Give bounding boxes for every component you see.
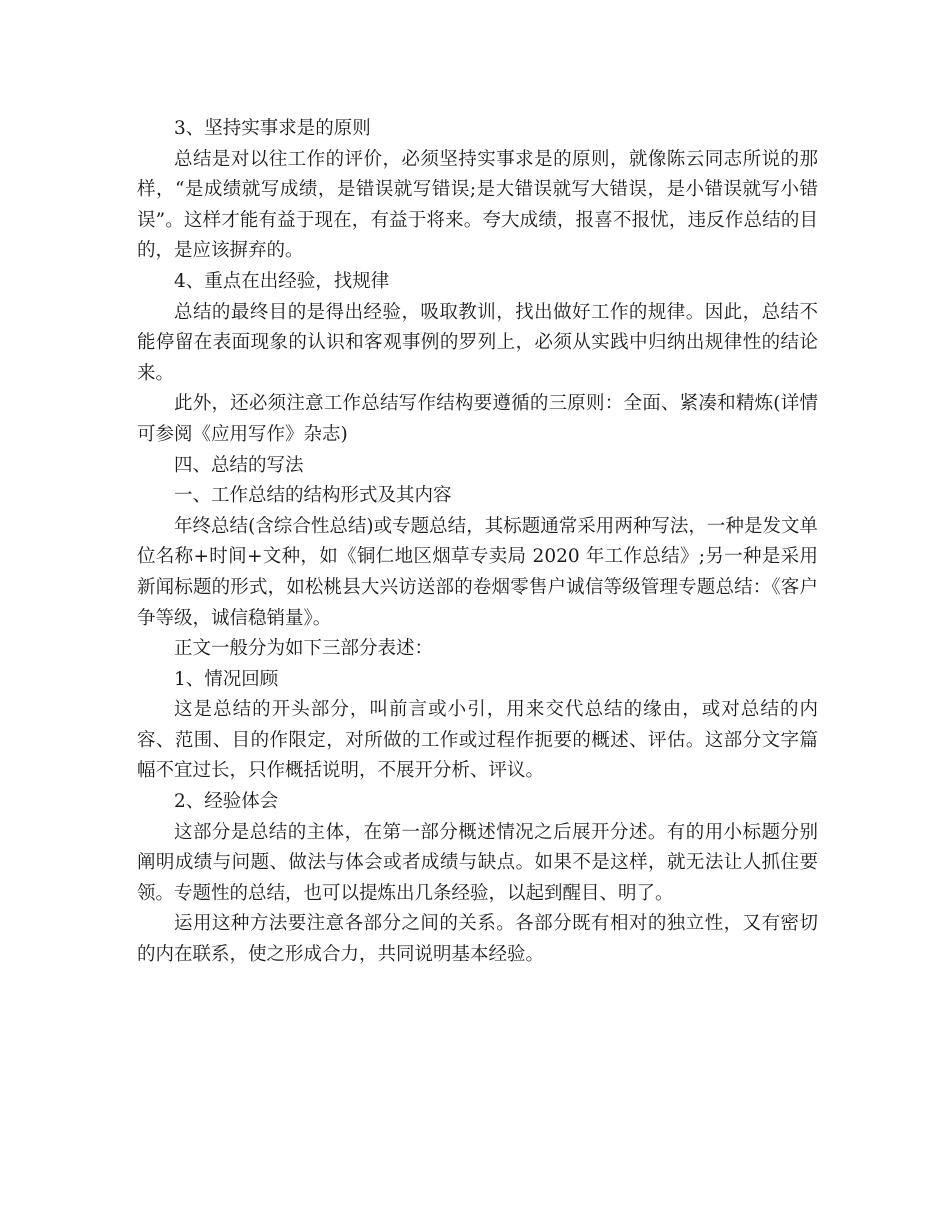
paragraph-heading: 2、经验体会 [174,791,279,813]
document-body [137,114,818,971]
section-heading: 一、工作总结的结构形式及其内容 [174,485,452,507]
paragraph-heading: 3、坚持实事求是的原则 [174,118,371,139]
paragraph: 这是总结的开头部分，叫前言或小引，用来交代总结的缘由，或对总结的内容、范围、目的作限定，对所做的工作或过程作扼要的概述、评估。这部分文字篇幅不宜过长，只作概括说明，不展开分析、评议。 [137,699,818,782]
paragraph: 年终总结(含综合性总结)或专题总结，其标题通常采用两种写法，一种是发文单位名称+时间+文种，如《铜仁地区烟草专卖局 2020 年工作总结》;另一种是采用新闻标题的形式，如松桃县大兴访送部的卷烟零售户诚信等级管理专题总结：《客户争等级，诚信稳销量》。 [137,515,818,629]
paragraph-heading: 1、情况回顾 [174,668,279,690]
paragraph: 此外，还必须注意工作总结写作结构要遵循的三原则：全面、紧凑和精炼(详情可参阅《应用写作》杂志) [137,393,818,445]
paragraph-heading: 4、重点在出经验，找规律 [174,270,390,292]
paragraph: 正文一般分为如下三部分表述： [174,638,434,660]
paragraph: 总结是对以往工作的评价，必须坚持实事求是的原则，就像陈云同志所说的那样，“是成绩就写成绩，是错误就写错误;是大错误就写大错误，是小错误就写小错误”。这样才能有益于现在，有益于将来。夸大成绩，报喜不报忧，违反作总结的目的，是应该摒弃的。 [137,148,818,262]
section-heading: 四、总结的写法 [174,454,304,476]
paragraph: 总结的最终目的是得出经验，吸取教训，找出做好工作的规律。因此，总结不能停留在表面现象的认识和客观事例的罗列上，必须从实践中归纳出规律性的结论来。 [137,301,818,384]
paragraph: 运用这种方法要注意各部分之间的关系。各部分既有相对的独立性，又有密切的内在联系，使之形成合力，共同说明基本经验。 [137,913,818,966]
paragraph: 这部分是总结的主体，在第一部分概述情况之后展开分述。有的用小标题分别阐明成绩与问题、做法与体会或者成绩与缺点。如果不是这样，就无法让人抓住要领。专题性的总结，也可以提炼出几条经验，以起到醒目、明了。 [137,821,818,904]
